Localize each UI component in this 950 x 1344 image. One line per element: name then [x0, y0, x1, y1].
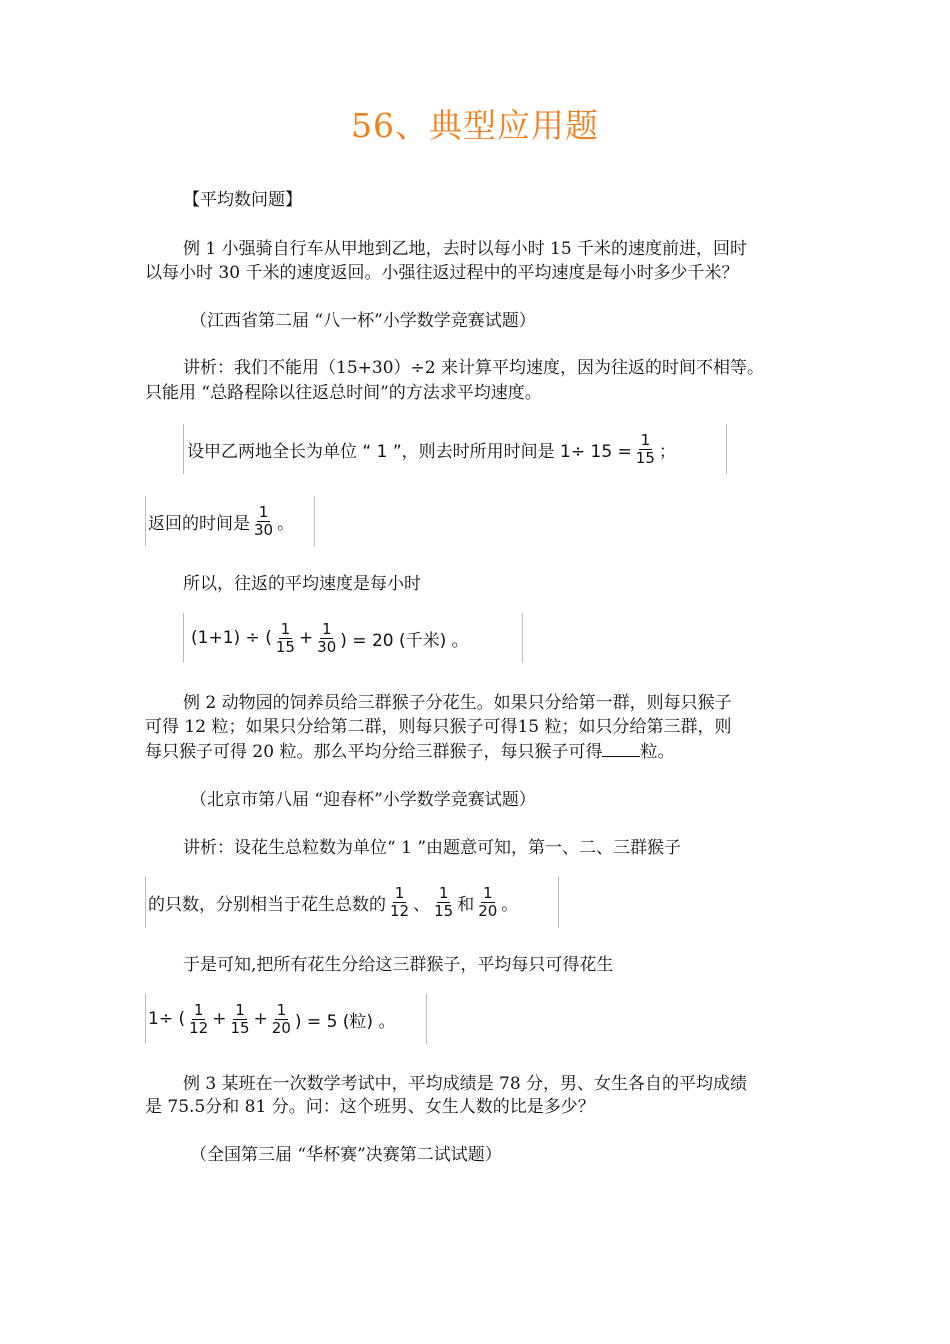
- fig4-fraction-1: [388, 885, 411, 920]
- fig5-plus2: +: [253, 1009, 268, 1029]
- ex1-source: （江西省第二届 “八一杯”小学数学竞赛试题）: [190, 311, 536, 331]
- ex2-source: （北京市第八届 “迎春杯”小学数学竞赛试题）: [190, 790, 536, 810]
- fig2-tail: 。: [277, 513, 295, 534]
- fig3-f1-denominator: 15: [275, 637, 295, 656]
- ex1-figure-average-speed: [183, 613, 523, 663]
- fig5-f2-numerator: 1: [235, 1000, 245, 1019]
- fig4-f2-numerator: 1: [438, 883, 449, 902]
- ex3-line1: 例 3 某班在一次数学考试中，平均成绩是 78 分，男、女生各自的平均成绩: [183, 1074, 748, 1094]
- fig4-text: 的只数，分别相当于花生总数的: [148, 894, 386, 915]
- fig5-fraction-3: [270, 1002, 293, 1037]
- ex2-line3: [145, 739, 674, 765]
- fig4-f1-numerator: 1: [394, 883, 405, 902]
- ex3-line2: 是 75.5分和 81 分。问：这个班男、女生人数的比是多少？: [145, 1097, 595, 1117]
- fig4-tail: 。: [501, 894, 519, 915]
- fig4-f1-denominator: 12: [390, 901, 410, 920]
- ex1-so-text: 所以，往返的平均速度是每小时: [183, 574, 421, 594]
- fig5-f1-numerator: 1: [193, 1000, 204, 1019]
- fig4-fraction-2: [432, 885, 455, 920]
- fig1-fraction: [634, 432, 657, 467]
- ex1-analysis-line1: 讲析：我们不能用（15+30）÷2 来计算平均速度，因为往返的时间不相等。: [183, 358, 764, 378]
- fig3-fraction-1: [274, 621, 297, 656]
- section-heading: 【平均数问题】: [183, 190, 302, 210]
- fig5-right: ) = 5 (粒) 。: [294, 1011, 396, 1032]
- ex2-line3-text: 每只猴子可得 20 粒。那么平均分给三群猴子，每只猴子可得: [145, 742, 603, 762]
- fig5-fraction-2: [228, 1002, 251, 1037]
- fig1-numerator: 1: [640, 430, 651, 449]
- ex2-line1: 例 2 动物园的饲养员给三群猴子分花生。如果只分给第一群，则每只猴子: [183, 693, 732, 713]
- ex1-line1: 例 1 小强骑自行车从甲地到乙地，去时以每小时 15 千米的速度前进，回时: [183, 239, 748, 259]
- fig3-left: (1+1) ÷ (: [191, 628, 272, 648]
- ex1-analysis-line2: 只能用 “总路程除以往返总时间”的方法求平均速度。: [145, 383, 542, 403]
- ex1-figure-return-time: [145, 496, 315, 546]
- fig5-f1-denominator: 12: [189, 1018, 209, 1037]
- fig4-sep1: 、: [413, 894, 431, 915]
- fig3-fraction-2: [315, 621, 338, 656]
- ex3-source: （全国第三届 “华杯赛”决赛第二试试题）: [190, 1145, 502, 1165]
- fig4-f3-denominator: 20: [478, 901, 498, 920]
- fig1-denominator: 15: [635, 448, 655, 467]
- fig2-denominator: 30: [254, 520, 274, 539]
- ex2-figure-fractions: [145, 876, 559, 928]
- fig2-text: 返回的时间是: [148, 513, 250, 534]
- fig3-plus: +: [298, 628, 314, 648]
- fig5-left: 1÷ (: [148, 1009, 186, 1029]
- fig3-f2-denominator: 30: [317, 637, 337, 656]
- page-title: 56、典型应用题: [351, 106, 599, 145]
- answer-blank: [602, 740, 640, 757]
- fig5-f3-numerator: 1: [276, 1000, 287, 1019]
- fig2-numerator: 1: [258, 502, 269, 521]
- fig5-plus1: +: [212, 1009, 227, 1029]
- fig4-f3-numerator: 1: [482, 883, 493, 902]
- fig4-sep2: 和: [457, 894, 475, 915]
- fig1-tail: ；: [658, 441, 676, 462]
- ex1-line2: 以每小时 30 千米的速度返回。小强往返过程中的平均速度是每小时多少千米？: [145, 263, 739, 283]
- ex1-figure-outbound-time: [183, 424, 727, 474]
- fig5-f3-denominator: 20: [271, 1018, 291, 1037]
- ex2-analysis-line1: 讲析：设花生总粒数为单位“ 1 ”由题意可知，第一、二、三群猴子: [183, 838, 682, 858]
- fig3-right: ) = 20 (千米) 。: [340, 630, 469, 651]
- ex2-so-text: 于是可知,把所有花生分给这三群猴子，平均每只可得花生: [183, 955, 614, 975]
- fig4-fraction-3: [476, 885, 499, 920]
- fig2-fraction: [252, 504, 275, 539]
- fig3-f2-numerator: 1: [321, 619, 332, 638]
- fig4-f2-denominator: 15: [434, 901, 454, 920]
- fig1-text: 设甲乙两地全长为单位 “ 1 ”，则去时所用时间是 1÷ 15 =: [187, 441, 632, 462]
- fig3-f1-numerator: 1: [280, 619, 291, 638]
- fig5-f2-denominator: 15: [230, 1018, 250, 1037]
- ex2-line2: 可得 12 粒；如果只分给第二群，则每只猴子可得15 粒；如只分给第三群，则: [145, 717, 732, 737]
- ex2-line3-tail: 粒。: [640, 742, 675, 762]
- ex2-figure-result: [145, 994, 427, 1044]
- fig5-fraction-1: [187, 1002, 210, 1037]
